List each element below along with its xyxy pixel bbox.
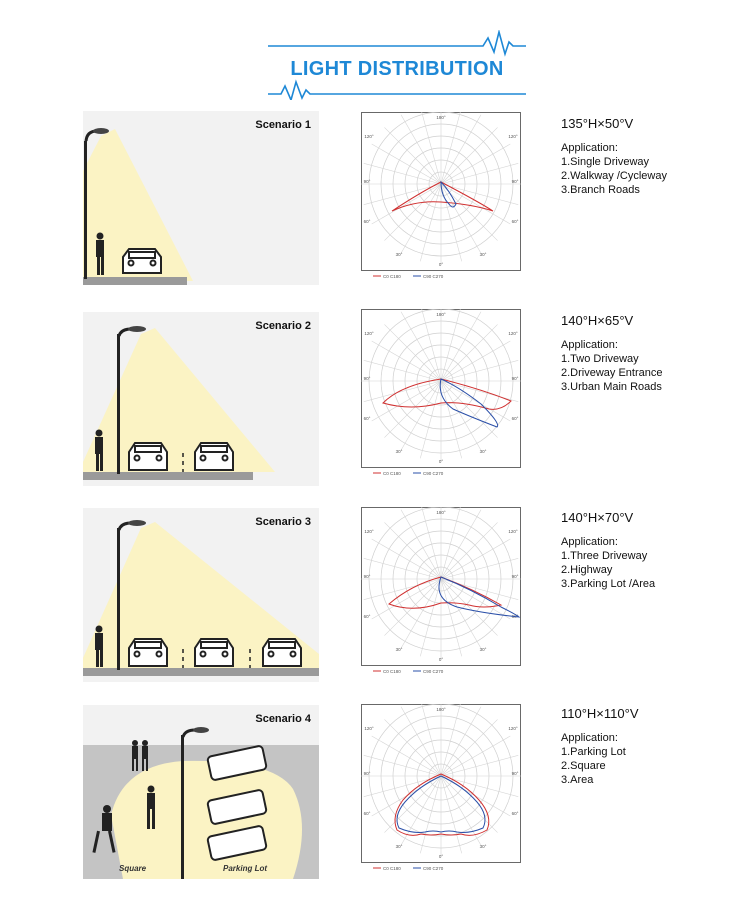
polar-angle-label: 60°	[363, 614, 371, 619]
application-item: 1.Three Driveway	[561, 550, 648, 562]
legend-c90: C90 C270	[423, 471, 444, 476]
polar-angle-label: 120°	[364, 529, 374, 534]
polar-angle-label: 120°	[508, 134, 518, 139]
polar-angle-label: 90°	[511, 376, 519, 381]
polar-angle-label: 0°	[438, 854, 444, 859]
section-header	[268, 30, 526, 100]
polar-grid	[361, 112, 521, 279]
application-item: 1.Parking Lot	[561, 746, 626, 758]
scenario-label: Scenario 1	[255, 119, 311, 131]
scenario-label: Scenario 4	[255, 713, 311, 725]
legend-c90: C90 C270	[423, 669, 444, 674]
application-item: 3.Urban Main Roads	[561, 381, 662, 393]
beam-angle: 140°H×70°V	[561, 510, 634, 525]
car-icon	[123, 249, 161, 273]
polar-angle-label: 90°	[363, 771, 371, 776]
polar-angle-label: 60°	[511, 219, 519, 224]
polar-angle-label: 0°	[438, 657, 444, 662]
curve-c0	[389, 577, 501, 608]
car-icon	[129, 639, 167, 666]
polar-angle-label: 90°	[511, 574, 519, 579]
polar-angle-label: 90°	[511, 771, 519, 776]
polar-angle-label: 30°	[395, 844, 403, 849]
application-item: 2.Highway	[561, 564, 613, 576]
polar-angle-label: 60°	[363, 219, 371, 224]
scenario-3-illustration	[83, 508, 319, 682]
polar-angle-label: 120°	[364, 331, 374, 336]
polar-angle-label: 90°	[363, 179, 371, 184]
polar-angle-label: 0°	[438, 459, 444, 464]
scenario-2-illustration	[83, 312, 319, 486]
application-item: 3.Parking Lot /Area	[561, 578, 656, 590]
polar-angle-label: 30°	[479, 647, 487, 652]
car-icon	[129, 443, 167, 470]
scenario-label: Scenario 3	[255, 516, 311, 528]
beam-angle: 140°H×65°V	[561, 313, 634, 328]
legend-c0: C0 C180	[383, 471, 401, 476]
polar-angle-label: 60°	[511, 614, 519, 619]
application-item: 3.Area	[561, 774, 594, 786]
polar-angle-label: 30°	[479, 844, 487, 849]
polar-grid	[361, 507, 521, 674]
application-title: Application:	[561, 339, 618, 351]
polar-angle-label: 120°	[364, 726, 374, 731]
car-icon	[195, 443, 233, 470]
polar-angle-label: 180°	[436, 115, 446, 120]
polar-diagram-2	[361, 309, 521, 479]
polar-diagram-3	[361, 507, 521, 677]
polar-angle-label: 180°	[436, 312, 446, 317]
scenario-1-illustration	[83, 111, 319, 285]
curve-c90	[439, 577, 519, 617]
polar-angle-label: 30°	[395, 252, 403, 257]
application-title: Application:	[561, 142, 618, 154]
polar-angle-label: 120°	[508, 726, 518, 731]
application-item: 2.Driveway Entrance	[561, 367, 663, 379]
legend-c0: C0 C180	[383, 866, 401, 871]
curve-c0	[383, 379, 511, 409]
application-item: 3.Branch Roads	[561, 184, 640, 196]
polar-angle-label: 60°	[363, 811, 371, 816]
polar-angle-label: 90°	[363, 376, 371, 381]
polar-angle-label: 30°	[395, 647, 403, 652]
scenario-label: Scenario 2	[255, 320, 311, 332]
zone-label-square: Square	[119, 864, 147, 873]
page-title: LIGHT DISTRIBUTION	[290, 58, 504, 80]
polar-angle-label: 30°	[395, 449, 403, 454]
polar-angle-label: 120°	[508, 529, 518, 534]
polar-angle-label: 120°	[364, 134, 374, 139]
polar-diagram-4	[361, 704, 521, 874]
polar-angle-label: 120°	[508, 331, 518, 336]
legend-c0: C0 C180	[383, 669, 401, 674]
legend-c90: C90 C270	[423, 274, 444, 279]
polar-angle-label: 30°	[479, 252, 487, 257]
scenario-4-info	[561, 706, 741, 787]
scenario-3-info	[561, 510, 741, 591]
beam-angle: 135°H×50°V	[561, 116, 634, 131]
application-title: Application:	[561, 536, 618, 548]
polar-angle-label: 60°	[511, 416, 519, 421]
polar-grid	[361, 704, 521, 871]
application-item: 2.Walkway /Cycleway	[561, 170, 667, 182]
scenario-2-info	[561, 313, 741, 394]
polar-angle-label: 60°	[363, 416, 371, 421]
legend-c0: C0 C180	[383, 274, 401, 279]
polar-angle-label: 180°	[436, 510, 446, 515]
scenario-4-illustration	[83, 705, 319, 879]
curve-c0	[395, 774, 489, 835]
application-item: 1.Two Driveway	[561, 353, 639, 365]
polar-angle-label: 180°	[436, 707, 446, 712]
polar-angle-label: 30°	[479, 449, 487, 454]
polar-angle-label: 90°	[511, 179, 519, 184]
application-item: 2.Square	[561, 760, 606, 772]
car-icon	[263, 639, 301, 666]
car-icon	[207, 745, 267, 860]
polar-diagram-1	[361, 112, 521, 282]
application-item: 1.Single Driveway	[561, 156, 650, 168]
polar-angle-label: 0°	[438, 262, 444, 267]
zone-label-parking: Parking Lot	[223, 864, 268, 873]
legend-c90: C90 C270	[423, 866, 444, 871]
scenario-1-info	[561, 116, 741, 197]
application-title: Application:	[561, 732, 618, 744]
polar-angle-label: 60°	[511, 811, 519, 816]
polar-angle-label: 90°	[363, 574, 371, 579]
car-icon	[195, 639, 233, 666]
beam-angle: 110°H×110°V	[561, 706, 639, 721]
